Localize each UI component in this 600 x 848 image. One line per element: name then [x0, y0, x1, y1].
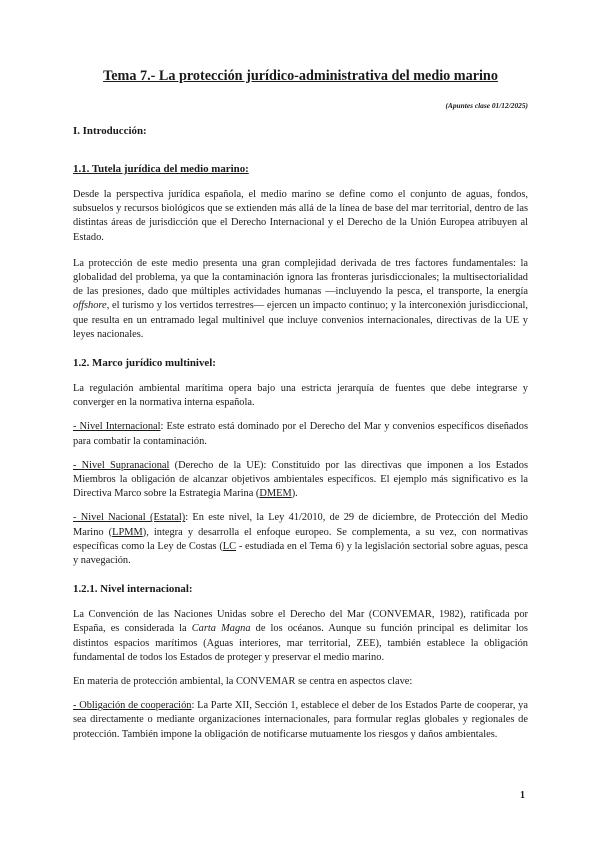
label-obligacion-cooperacion: - Obligación de cooperación — [73, 700, 192, 712]
text-segment: de los océanos. Aunque su función principal es delimitar los distintos espacios marítimos (Aguas interiores, mar territorial, ZEE), también establece la obligación fundamental de todos los Estados de proteger y preservar el medio marino. — [73, 623, 528, 663]
abbr-lc: LC — [222, 540, 237, 552]
text-segment: , el turismo y los vertidos terrestres— ejercen un impacto continuo; y la interconexión jurisdiccional, que resulta en un entramado legal multinivel que incluye convenios internacionales, directivas de la UE y leyes nacionales. — [73, 300, 528, 340]
text-segment: ), integra y desarrolla el enfoque europeo. Se complementa, a su vez, con normativas específicas como la Ley de Costas ( — [73, 526, 528, 552]
text-segment: - estudiada en el Tema 6) y la legislación sectorial sobre aguas, pesca y navegación. — [73, 540, 528, 567]
text-segment: La Convención de las Naciones Unidas sobre el Derecho del Mar (CONVEMAR, 1982), ratificada por España, es considerada la — [73, 609, 528, 635]
label-nivel-internacional: - Nivel Internacional — [73, 421, 161, 433]
paragraph-convemar — [73, 608, 528, 665]
label-nivel-supranacional: - Nivel Supranacional — [73, 459, 170, 471]
abbr-lpmm: LPMM — [112, 526, 143, 538]
text-segment: : La Parte XII, Sección 1, establece el deber de los Estados Parte de cooperar, ya sea directamente o mediante organizaciones internacionales, para formular reglas globales y regionales de protección. También impone la obligación de notificarse mutuamente los riesgos y daños ambientales. — [73, 700, 528, 740]
paragraph-nivel-internacional — [73, 420, 528, 448]
italic-term: offshore — [73, 300, 107, 312]
page-number: 1 — [520, 790, 525, 801]
text-segment: La protección de este medio presenta una gran complejidad derivada de tres factores fundamentales: la globalidad del problema, ya que la contaminación ignora las fronteras jurisdiccionales; la multisectorialidad de las presiones, dado que múltiples actividades humanas —incluyendo la pesca, el transporte, la energía — [73, 257, 528, 298]
paragraph-nivel-supranacional — [73, 459, 528, 502]
date-note: (Apuntes clase 01/12/2025) — [445, 101, 528, 110]
italic-term: Carta Magna — [191, 623, 251, 635]
text-segment: : En este nivel, la Ley 41/2010, de 29 de diciembre, de Protección del Medio Marino ( — [73, 512, 529, 538]
paragraph-marco-intro: La regulación ambiental marítima opera bajo una estricta jerarquía de fuentes que debe integrarse y converger en la normativa interna española. — [73, 383, 528, 409]
section-1-2-1-heading: 1.2.1. Nivel internacional: — [73, 583, 193, 596]
abbr-dmem: DMEM — [259, 488, 292, 500]
text-segment: : Este estrato está dominado por el Derecho del Mar y convenios específicos diseñados para combatir la contaminación. — [73, 421, 528, 447]
text-segment: ). — [291, 488, 298, 500]
label-nivel-nacional: - Nivel Nacional (Estatal) — [73, 512, 186, 524]
section-1-2-heading: 1.2. Marco jurídico multinivel: — [73, 357, 216, 370]
document-title: Tema 7.- La protección jurídico-administrativa del medio marino — [103, 68, 498, 84]
page-content — [73, 66, 528, 742]
paragraph-tutela-complejidad — [73, 257, 528, 342]
section-1-1-heading: 1.1. Tutela jurídica del medio marino: — [73, 163, 249, 175]
paragraph-obligacion-cooperacion — [73, 699, 528, 742]
text-segment: (Derecho de la UE): Constituido por las directivas que imponen a los Estados Miembros la obligación de alcanzar objetivos ambientales específicos. El ejemplo más significativo es la Directiva Marco sobre la Estrategia Marina ( — [73, 459, 528, 500]
paragraph-nivel-nacional — [73, 511, 528, 568]
paragraph-tutela-definicion: Desde la perspectiva jurídica española, el medio marino se define como el conjunto de aguas, fondos, subsuelos y recursos biológicos que se extienden más allá de la línea de base del mar territorial, dentro de las distintas áreas de jurisdicción que el Derecho Internacional y el Derecho de la Unión Europea atribuyen al Estado. — [73, 189, 528, 243]
paragraph-aspectos-clave: En materia de protección ambiental, la CONVEMAR se centra en aspectos clave: — [73, 676, 413, 688]
section-1-heading: I. Introducción: — [73, 125, 147, 137]
